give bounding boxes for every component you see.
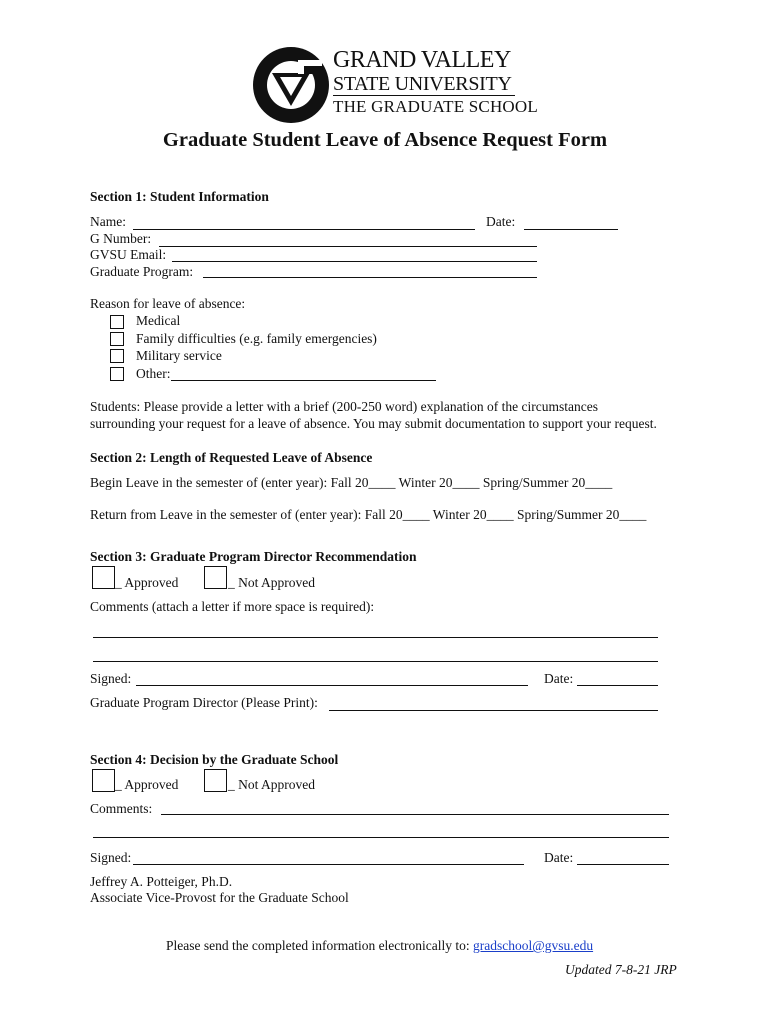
gnumber-field[interactable]: [159, 246, 537, 247]
logo-line-grand-valley: GRAND VALLEY: [333, 47, 511, 73]
section4-approved-label: _ Approved: [115, 777, 179, 792]
return-leave-line[interactable]: Return from Leave in the semester of (enter year): Fall 20____ Winter 20____ Spring/Summer 20____: [90, 507, 647, 522]
program-label: Graduate Program:: [90, 264, 194, 279]
section3-heading: Section 3: Graduate Program Director Recommendation: [90, 549, 417, 564]
reason-family-checkbox[interactable]: [110, 332, 124, 346]
footer-send-line: [166, 938, 593, 954]
section4-signed-field[interactable]: [133, 864, 524, 865]
section3-comments-label: Comments (attach a letter if more space is required):: [90, 599, 375, 614]
section2-heading: Section 2: Length of Requested Leave of Absence: [90, 450, 373, 465]
logo-line-graduate-school: THE GRADUATE SCHOOL: [333, 97, 538, 116]
email-label: GVSU Email:: [90, 247, 167, 262]
section4-approved-checkbox[interactable]: [92, 769, 115, 792]
logo-line-state-university: STATE UNIVERSITY: [333, 73, 512, 95]
reason-other-label: Other:: [136, 366, 171, 381]
gnumber-label: G Number:: [90, 231, 152, 246]
section4-heading: Section 4: Decision by the Graduate School: [90, 752, 339, 767]
reason-medical-label: Medical: [136, 313, 181, 328]
section3-not-approved-label: _ Not Approved: [228, 575, 315, 590]
reason-other-checkbox[interactable]: [110, 367, 124, 381]
gvsu-seal-logo: [252, 46, 330, 124]
section3-approved-label: _ Approved: [115, 575, 179, 590]
reason-other-field[interactable]: [171, 380, 436, 381]
email-field[interactable]: [172, 261, 537, 262]
section3-not-approved-checkbox[interactable]: [204, 566, 227, 589]
section4-signed-label: Signed:: [90, 850, 132, 865]
section3-signed-field[interactable]: [136, 685, 528, 686]
instructions-line-2: surrounding your request for a leave of absence. You may submit documentation to support your request.: [90, 416, 657, 431]
form-title: Graduate Student Leave of Absence Request Form: [162, 129, 608, 151]
section3-comments-field-2[interactable]: [93, 661, 658, 662]
gradschool-email-link[interactable]: gradschool@gvsu.edu: [473, 938, 594, 953]
name-label: Name:: [90, 214, 126, 229]
program-field[interactable]: [203, 277, 537, 278]
section3-approved-checkbox[interactable]: [92, 566, 115, 589]
section1-heading: Section 1: Student Information: [90, 189, 269, 204]
section3-date-label: Date:: [544, 671, 574, 686]
begin-leave-line[interactable]: Begin Leave in the semester of (enter year): Fall 20____ Winter 20____ Spring/Summer 20____: [90, 475, 613, 490]
section3-comments-field-1[interactable]: [93, 637, 658, 638]
section3-signed-label: Signed:: [90, 671, 132, 686]
date-label: Date:: [486, 214, 516, 229]
name-field[interactable]: [133, 229, 475, 230]
reason-medical-checkbox[interactable]: [110, 315, 124, 329]
section4-not-approved-label: _ Not Approved: [228, 777, 315, 792]
instructions-line-1: Students: Please provide a letter with a brief (200-250 word) explanation of the circumstances: [90, 399, 598, 414]
signatory-title: Associate Vice-Provost for the Graduate School: [90, 890, 349, 905]
director-name-field[interactable]: [329, 710, 658, 711]
section4-comments-label: Comments:: [90, 801, 153, 816]
section4-not-approved-checkbox[interactable]: [204, 769, 227, 792]
date-field[interactable]: [524, 229, 618, 230]
director-name-label: Graduate Program Director (Please Print):: [90, 695, 318, 710]
section4-date-field[interactable]: [577, 864, 669, 865]
reason-label: Reason for leave of absence:: [90, 296, 246, 311]
section4-comments-field-1[interactable]: [161, 814, 669, 815]
reason-military-checkbox[interactable]: [110, 349, 124, 363]
footer-send-text: Please send the completed information electronically to:: [166, 938, 470, 953]
reason-family-label: Family difficulties (e.g. family emergencies): [136, 331, 377, 346]
section4-comments-field-2[interactable]: [93, 837, 669, 838]
section3-date-field[interactable]: [577, 685, 658, 686]
logo-divider: [333, 95, 515, 96]
reason-military-label: Military service: [136, 348, 222, 363]
section4-date-label: Date:: [544, 850, 574, 865]
updated-note: Updated 7-8-21 JRP: [565, 962, 677, 977]
signatory-name: Jeffrey A. Potteiger, Ph.D.: [90, 874, 233, 889]
